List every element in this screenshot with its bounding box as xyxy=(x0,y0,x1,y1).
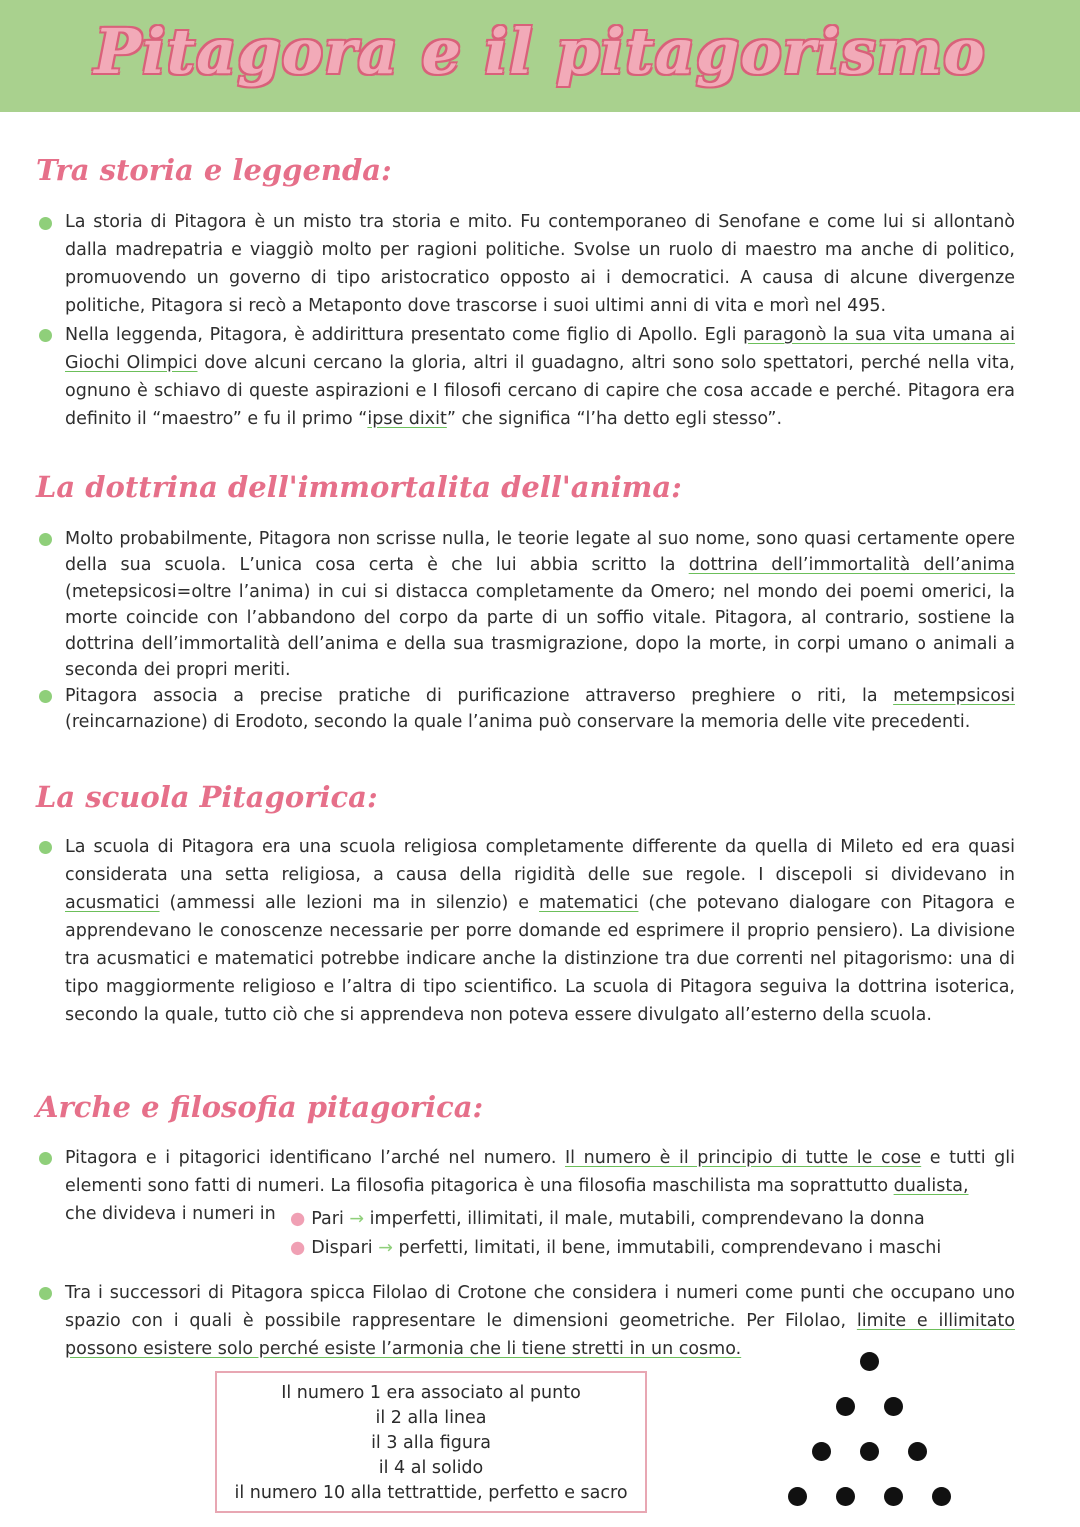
paragraph-filolao: Tra i successori di Pitagora spicca Filolao di Crotone che considera i numeri come punti che occupano uno spazio con i quali è possibile rappresentare le dimensioni geometriche. Per Filolao, limite e illimitato possono esistere solo perché esiste l’armonia che li tiene stretti in un cosmo. xyxy=(65,1283,1016,1359)
underlined-text: limite e illimitato possono esistere solo perché esiste l’armonia che li tiene stretti in un cosmo. xyxy=(65,1311,1016,1359)
paragraph-scuola: La scuola di Pitagora era una scuola religiosa completamente differente da quella di Mileto ed era quasi considerata una setta religiosa, a causa della rigidità delle sue regole. I discepoli si dividevano in acusmatici (ammessi alle lezioni ma in silenzio) e matematici (che potevano dialogare con Pitagora e apprendevano le conoscenze necessarie per porre domande ed esprimere il proprio pensiero). La divisione tra acusmatici e matematici potrebbe indicare anche la distinzione tra due correnti nel pitagorismo: una di tipo maggiormente religioso e l’altra di tipo scientifico. La scuola di Pitagora seguiva la dottrina isoterica, secondo la quale, tutto ciò che si apprendeva non poteva essere divulgato all’esterno della scuola. xyxy=(65,837,1015,1025)
list-item-pari: ● Pari → imperfetti, illimitati, il male, mutabili, comprendevano la donna xyxy=(290,1209,925,1229)
paragraph-arche-continuation: che divideva i numeri in xyxy=(65,1204,276,1224)
tetractys-dot xyxy=(860,1442,879,1461)
page-title: Pitagora e il pitagorismo xyxy=(94,15,986,88)
underlined-text: dualista, xyxy=(893,1176,969,1196)
underlined-text: Il numero è il principio di tutte le cose xyxy=(565,1148,922,1168)
tetractys-dot xyxy=(932,1487,951,1506)
underlined-text: acusmatici xyxy=(65,893,160,913)
arrow-right-icon: → xyxy=(378,1238,393,1258)
tetractys-dot xyxy=(860,1352,879,1371)
box-line: il 3 alla figura xyxy=(371,1433,491,1453)
list-item-dispari: ● Dispari → perfetti, limitati, il bene, immutabili, comprendevano i maschi xyxy=(290,1238,942,1258)
underlined-text: matematici xyxy=(539,893,639,913)
bullet-icon xyxy=(39,1287,52,1300)
arrow-right-icon: → xyxy=(349,1209,365,1229)
tetractys-dot xyxy=(908,1442,927,1461)
tetractys-dot xyxy=(812,1442,831,1461)
tetractys-dot xyxy=(788,1487,807,1506)
bullet-icon xyxy=(39,690,52,703)
underlined-text: paragonò la sua vita umana ai Giochi Olimpici xyxy=(65,325,1016,373)
bullet-icon xyxy=(39,217,52,230)
bullet-icon xyxy=(39,329,52,342)
tetractys-dot xyxy=(836,1397,855,1416)
section-title-arche: Arche e filosofia pitagorica: xyxy=(36,1090,484,1124)
tetractys-dot xyxy=(884,1397,903,1416)
bullet-icon xyxy=(39,841,52,854)
section-title-scuola: La scuola Pitagorica: xyxy=(36,780,378,814)
box-line: il 2 alla linea xyxy=(375,1408,487,1428)
box-line: il numero 10 alla tettrattide, perfetto e sacro xyxy=(234,1483,628,1503)
tetractys-dot xyxy=(884,1487,903,1506)
bullet-icon xyxy=(39,533,52,546)
underlined-text: dottrina dell’immortalità dell’anima xyxy=(688,555,1016,576)
numbers-box xyxy=(215,1371,647,1513)
paragraph-dottrina: Molto probabilmente, Pitagora non scrisse nulla, le teorie legate al suo nome, sono quasi certamente opere della sua scuola. L’unica cosa certa è che lui abbia scritto la dottrina dell’immortalità dell’anima (metepsicosi=oltre l’anima) in cui si distacca completamente da Omero; nel mondo dei poemi omerici, la morte coincide con l’abbandono del corpo da parte di un soffio vitale. Pitagora, al contrario, sostiene la dottrina dell’immortalità dell’anima e della sua trasmigrazione, dopo la morte, in corpi umano o animali a seconda dei propri meriti. xyxy=(65,529,1016,681)
section-title-storia: Tra storia e leggenda: xyxy=(36,153,392,187)
tetractys-dot xyxy=(836,1487,855,1506)
box-line: il 4 al solido xyxy=(378,1458,484,1478)
pink-dot-icon: ● xyxy=(290,1209,306,1229)
box-line: Il numero 1 era associato al punto xyxy=(281,1383,581,1403)
bullet-icon xyxy=(39,1152,52,1165)
underlined-text: ipse dixit xyxy=(367,409,447,429)
underlined-text: metempsicosi xyxy=(893,686,1015,706)
paragraph-storia: La storia di Pitagora è un misto tra storia e mito. Fu contemporaneo di Senofane e come lui si allontanò dalla madrepatria e viaggiò molto per ragioni politiche. Svolse un ruolo di maestro ma anche di politico, promuovendo un governo di tipo aristocratico opposto ai i democratici. A causa di alcune divergenze politiche, Pitagora si recò a Metaponto dove trascorse i suoi ultimi anni di vita e morì nel 495. xyxy=(65,212,1015,316)
paragraph-leggenda: Nella leggenda, Pitagora, è addirittura presentato come figlio di Apollo. Egli paragonò la sua vita umana ai Giochi Olimpici dove alcuni cercano la gloria, altri il guadagno, altri sono solo spettatori, perché nella vita, ognuno è schiavo di queste aspirazioni e I filosofi cercano di capire che cosa accade e perché. Pitagora era definito il “maestro” e fu il primo “ipse dixit” che significa “l’ha detto egli stesso”. xyxy=(65,325,1016,429)
pink-dot-icon: ● xyxy=(290,1238,306,1258)
paragraph-metempsicosi: Pitagora associa a precise pratiche di purificazione attraverso preghiere o riti, la metempsicosi (reincarnazione) di Erodoto, secondo la quale l’anima può conservare la memoria delle vite precedenti. xyxy=(65,686,1015,733)
paragraph-arche: Pitagora e i pitagorici identificano l’arché nel numero. Il numero è il principio di tutte le cose e tutti gli elementi sono fatti di numeri. La filosofia pitagorica è una filosofia maschilista ma soprattutto dualista, xyxy=(65,1148,1016,1196)
section-title-dottrina: La dottrina dell'immortalita dell'anima: xyxy=(36,470,682,504)
